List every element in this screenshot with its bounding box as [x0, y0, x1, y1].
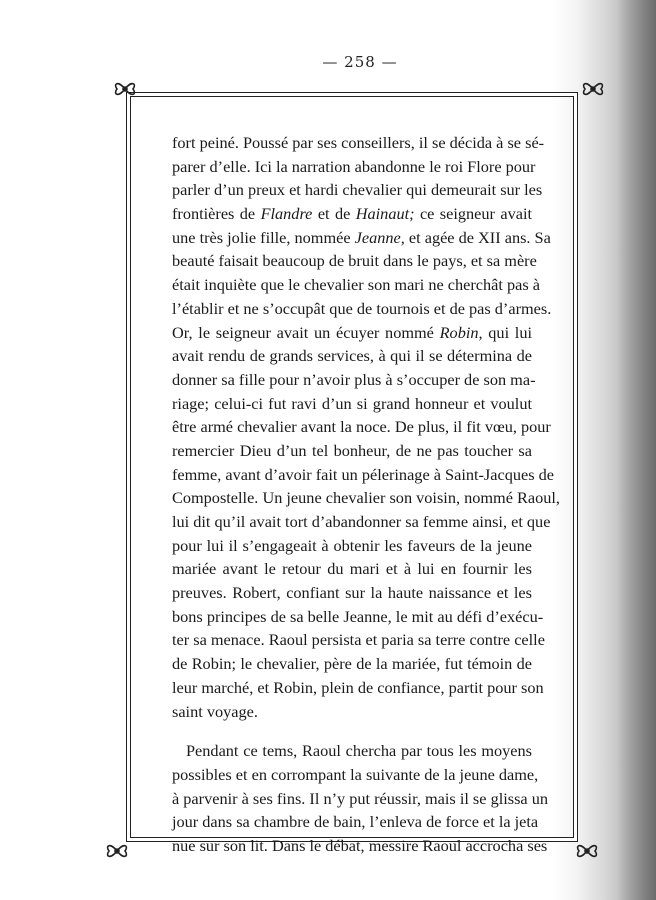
text-line: Or, le seigneur avait un écuyer nommé Robin, qui lui — [172, 322, 532, 342]
page-number: — 258 — — [322, 53, 398, 71]
text-line: parer d’elle. Ici la narration abandonne le roi Flore pour — [172, 156, 536, 176]
corner-flourish-bottom-right-icon — [574, 838, 600, 864]
corner-flourish-bottom-left-icon — [104, 838, 130, 864]
text-line: remercier Dieu d’un tel bonheur, de ne pas toucher sa — [172, 440, 532, 460]
text-line: était inquiète que le chevalier son mari ne cherchât pas à — [172, 275, 540, 295]
text-line: saint voyage. — [172, 701, 258, 721]
text-line: beauté faisait beaucoup de bruit dans le pays, et sa mère — [172, 251, 537, 271]
text-line: leur marché, et Robin, plein de confiance, partit pour son — [172, 677, 544, 697]
text-line: donner sa fille pour n’avoir plus à s’occuper de son ma- — [172, 369, 536, 389]
text-line: preuves. Robert, confiant sur la haute naissance et les — [172, 583, 532, 603]
text-line: lui dit qu’il avait tort d’abandonner sa femme ainsi, et que — [172, 512, 551, 531]
corner-flourish-top-left-icon — [112, 76, 138, 102]
text-line: possibles et en corrompant la suivante de la jeune dame, — [172, 764, 539, 784]
text-line: l’établir et ne s’occupât que de tournois et de pas d’armes. — [172, 298, 552, 318]
text-line: à parvenir à ses fins. Il n’y put réussir, mais il se glissa un — [172, 788, 549, 808]
text-line: nue sur son lit. Dans le débat, messire Raoul accrocha ses — [172, 835, 548, 855]
text-line: Compostelle. Un jeune chevalier son voisin, nommé Raoul, — [172, 488, 560, 508]
text-line: fort peiné. Poussé par ses conseillers, il se décida à se sé- — [172, 133, 545, 152]
paragraph-gap — [172, 723, 532, 739]
text-line: Pendant ce tems, Raoul chercha par tous les moyens — [186, 741, 532, 761]
page-edge-shadow — [616, 0, 656, 900]
text-line: parler d’un preux et hardi chevalier qui demeurait sur les — [172, 180, 543, 200]
text-line: frontières de Flandre et de Hainaut; ce seigneur avait — [172, 204, 533, 224]
text-line: une très jolie fille, nommée Jeanne, et agée de XII ans. Sa — [172, 227, 551, 247]
text-line: être armé chevalier avant la noce. De plus, il fit vœu, pour — [172, 417, 551, 437]
text-line: riage; celui-ci fut ravi d’un si grand honneur et voulut — [172, 393, 532, 413]
paragraph-2 — [172, 739, 549, 857]
text-line: pour lui il s’engageait à obtenir les faveurs de la jeune — [172, 535, 532, 555]
text-line: bons principes de sa belle Jeanne, le mit au défi d’exécu- — [172, 606, 544, 626]
text-line: ter sa menace. Raoul persista et paria sa terre contre celle — [172, 630, 545, 650]
corner-flourish-top-right-icon — [580, 76, 606, 102]
text-line: jour dans sa chambre de bain, l’enleva de force et la jeta — [172, 812, 539, 832]
body-text — [172, 131, 560, 858]
text-line: avait rendu de grands services, à qui il se détermina de — [172, 346, 532, 366]
text-line: mariée avant le retour du mari et à lui en fournir les — [172, 559, 532, 579]
text-line: de Robin; le chevalier, père de la mariée, fut témoin de — [172, 654, 532, 674]
paragraph-1 — [172, 131, 560, 723]
text-line: femme, avant d’avoir fait un pélerinage à Saint-Jacques de — [172, 464, 554, 484]
